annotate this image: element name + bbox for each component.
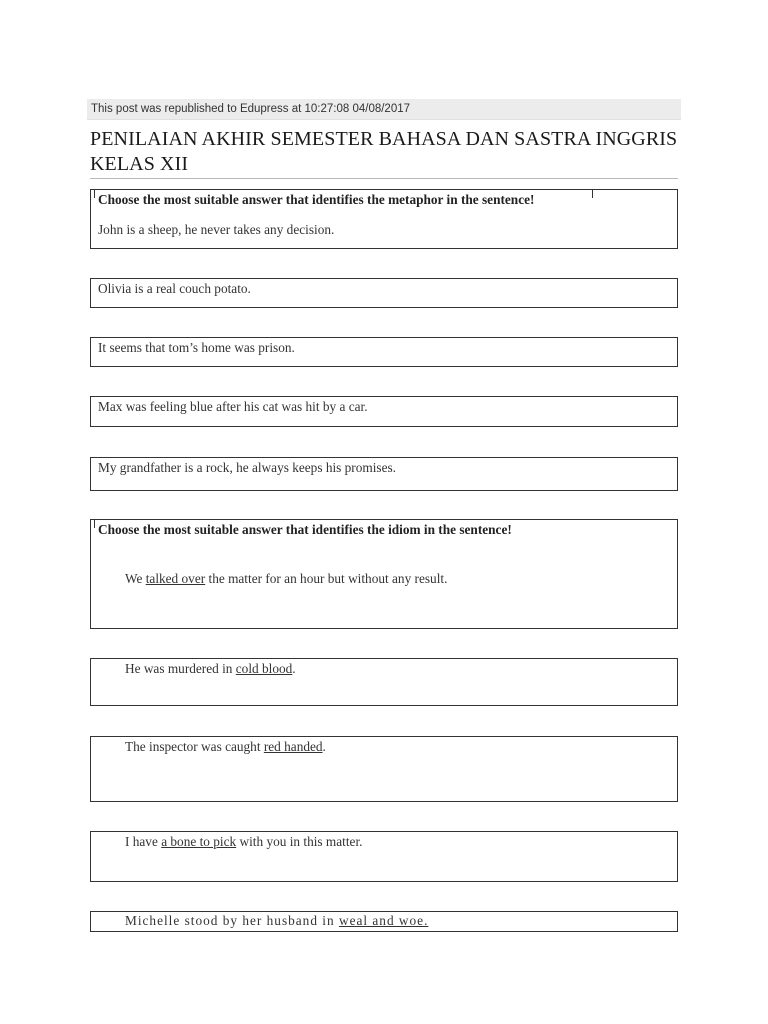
idiom-option-a[interactable]: [90, 658, 678, 706]
option-text: Olivia is a real couch potato.: [98, 281, 251, 296]
metaphor-question-box: [90, 189, 678, 249]
metaphor-option-d[interactable]: [90, 457, 678, 491]
metaphor-option-a[interactable]: [90, 278, 678, 308]
idiom-option-b[interactable]: [90, 736, 678, 802]
metaphor-question: John is a sheep, he never takes any decision.: [98, 222, 335, 237]
idiom-option-d[interactable]: [90, 911, 678, 932]
option-text-before: The inspector was caught: [125, 739, 264, 754]
option-text: [125, 913, 428, 929]
option-text: [125, 661, 296, 677]
option-text-after: .: [322, 739, 326, 754]
box-corner-mark: [592, 189, 593, 198]
option-text: [125, 739, 326, 755]
idiom-instruction: Choose the most suitable answer that identifies the idiom in the sentence!: [98, 522, 512, 537]
option-text-after: with you in this matter.: [236, 834, 363, 849]
option-text-after: .: [292, 661, 296, 676]
box-corner-mark: [94, 519, 95, 528]
metaphor-instruction: Choose the most suitable answer that identifies the metaphor in the sentence!: [98, 192, 535, 207]
idiom-question-box: [90, 519, 678, 629]
idiom-option-c[interactable]: [90, 831, 678, 882]
title-divider: [90, 178, 678, 179]
option-text: My grandfather is a rock, he always keeps his promises.: [98, 460, 396, 475]
page-title: PENILAIAN AKHIR SEMESTER BAHASA DAN SASTRA INGGRIS KELAS XII: [90, 128, 678, 175]
idiom-phrase: talked over: [145, 571, 206, 586]
idiom-phrase: a bone to pick: [161, 834, 237, 849]
idiom-phrase: cold blood: [235, 661, 293, 676]
option-text-before: I have: [125, 834, 162, 849]
idiom-phrase: weal and woe.: [338, 913, 429, 928]
option-text-before: Michelle stood by her husband in: [125, 913, 339, 928]
option-text: It seems that tom’s home was prison.: [98, 340, 295, 355]
idiom-phrase: red handed: [263, 739, 323, 754]
metaphor-option-c[interactable]: [90, 396, 678, 427]
box-corner-mark: [94, 189, 95, 198]
option-text-before: He was murdered in: [125, 661, 236, 676]
option-text: [125, 834, 362, 850]
republish-notice: This post was republished to Edupress at 10:27:08 04/08/2017: [87, 99, 681, 120]
question-text-after: the matter for an hour but without any result.: [205, 571, 448, 586]
metaphor-option-b[interactable]: [90, 337, 678, 367]
idiom-question: [125, 571, 447, 587]
option-text: Max was feeling blue after his cat was hit by a car.: [98, 399, 368, 414]
question-text-before: We: [125, 571, 146, 586]
